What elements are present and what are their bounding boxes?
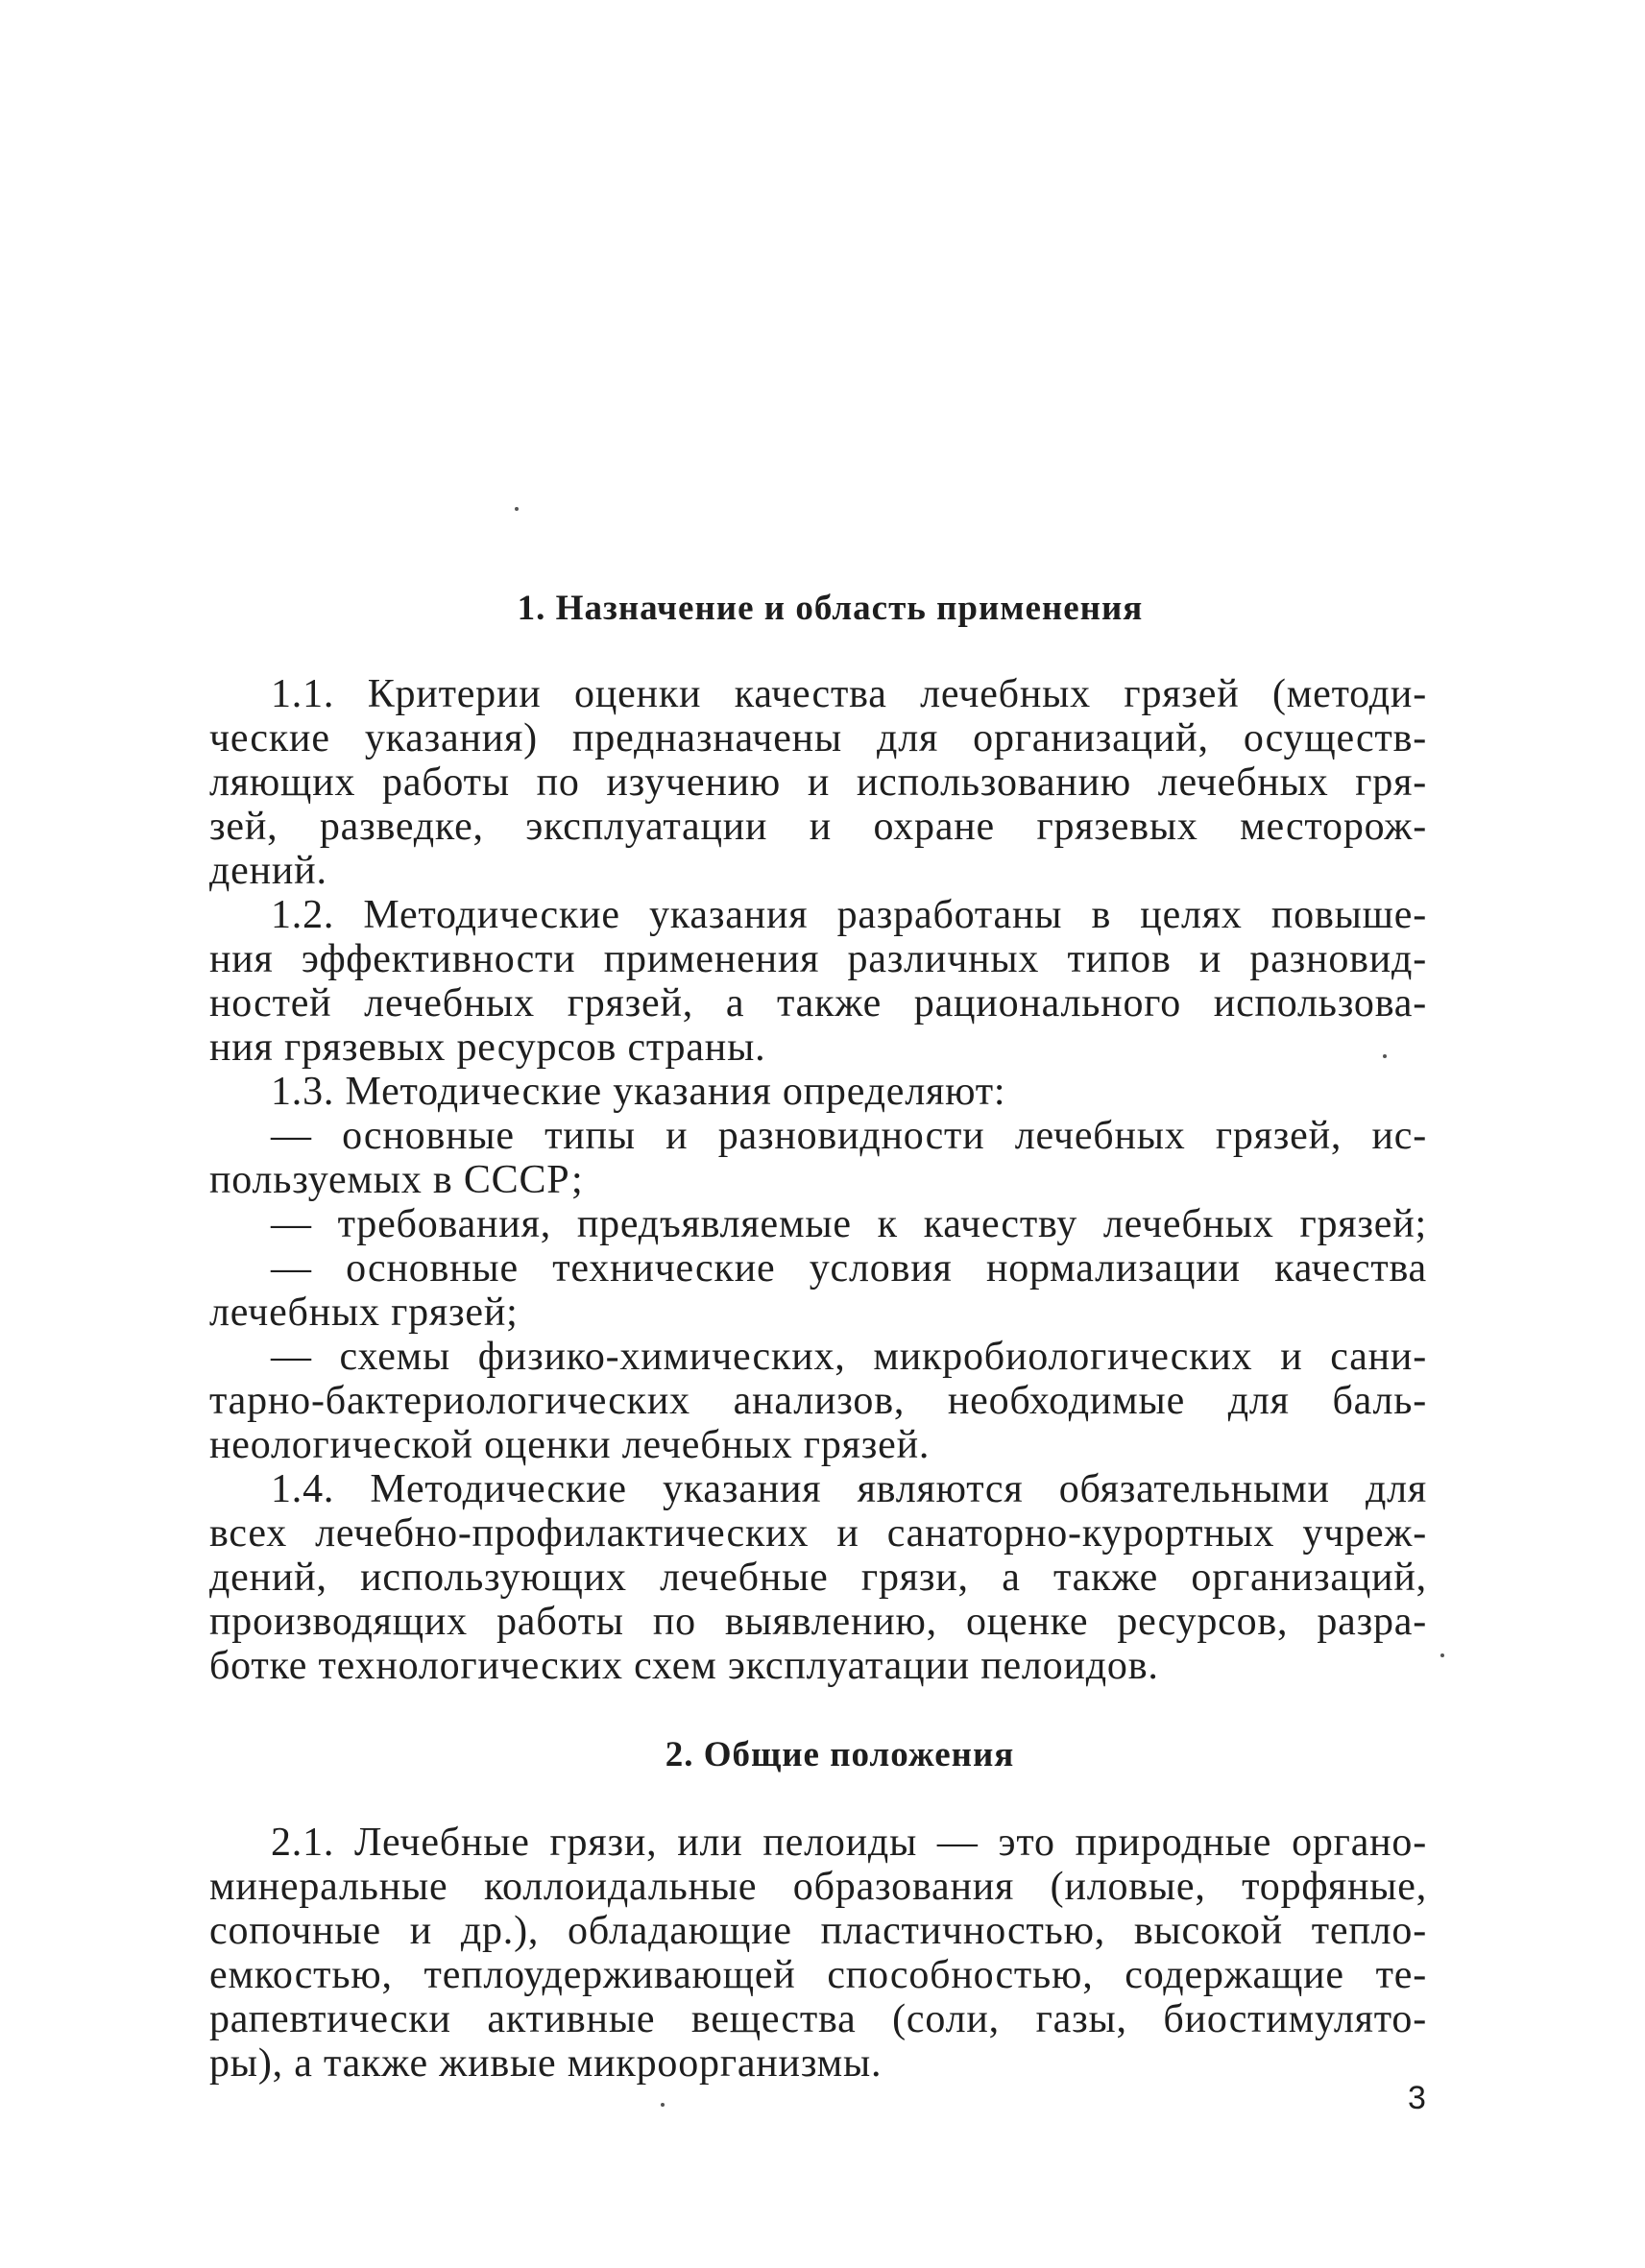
section-2-heading: 2. Общие положения [665, 1735, 1015, 1774]
text-line: тарно-бактериологических анализов, необходимые для баль- [209, 1379, 1427, 1423]
text-line: минеральные коллоидальные образования (иловые, торфяные, [209, 1865, 1427, 1909]
section-1-heading: 1. Назначение и область применения [517, 589, 1144, 628]
text-line: ностей лечебных грязей, а также рационального использова- [209, 981, 1427, 1025]
page-number: 3 [1408, 2080, 1426, 2116]
text-line: неологической оценки лечебных грязей. [209, 1423, 931, 1467]
scan-speck [661, 2103, 665, 2107]
text-line: — схемы физико-химических, микробиологических и сани- [271, 1335, 1427, 1379]
text-line: ческие указания) предназначены для организаций, осуществ- [209, 716, 1427, 760]
text-line: — основные технические условия нормализации качества [271, 1246, 1427, 1291]
text-line: ботке технологических схем эксплуатации пелоидов. [209, 1644, 1159, 1688]
text-line: — основные типы и разновидности лечебных грязей, ис- [271, 1114, 1427, 1158]
text-line: — требования, предъявляемые к качеству лечебных грязей; [271, 1202, 1427, 1246]
text-line: 1.4. Методические указания являются обязательными для [271, 1467, 1427, 1511]
text-line: сопочные и др.), обладающие пластичностью, высокой тепло- [209, 1909, 1427, 1953]
text-line: зей, разведке, эксплуатации и охране грязевых месторож- [209, 805, 1427, 849]
text-line: ры), а также живые микроорганизмы. [209, 2041, 883, 2086]
text-line: производящих работы по выявлению, оценке ресурсов, разра- [209, 1600, 1427, 1644]
text-line: дений. [209, 849, 327, 893]
text-line: 2.1. Лечебные грязи, или пелоиды — это природные органо- [271, 1821, 1427, 1865]
text-line: емкостью, теплоудерживающей способностью, содержащие те- [209, 1953, 1427, 1997]
text-line: 1.1. Критерии оценки качества лечебных грязей (методи- [271, 672, 1427, 716]
text-line: 1.2. Методические указания разработаны в целях повыше- [271, 893, 1427, 937]
text-line: ния эффективности применения различных типов и разновид- [209, 937, 1427, 981]
text-line: лечебных грязей; [209, 1291, 519, 1335]
text-line: ния грязевых ресурсов страны. [209, 1025, 766, 1070]
text-line: рапевтически активные вещества (соли, газы, биостимулято- [209, 1997, 1427, 2041]
text-line: ляющих работы по изучению и использованию лечебных гря- [209, 760, 1427, 805]
text-line: 1.3. Методические указания определяют: [271, 1070, 1006, 1114]
scan-speck [1440, 1653, 1444, 1657]
scan-speck [1383, 1054, 1387, 1058]
text-line: дений, использующих лечебные грязи, а также организаций, [209, 1556, 1427, 1600]
text-line: пользуемых в СССР; [209, 1158, 584, 1202]
scan-speck [515, 507, 519, 511]
text-line: всех лечебно-профилактических и санаторно-курортных учреж- [209, 1511, 1427, 1556]
